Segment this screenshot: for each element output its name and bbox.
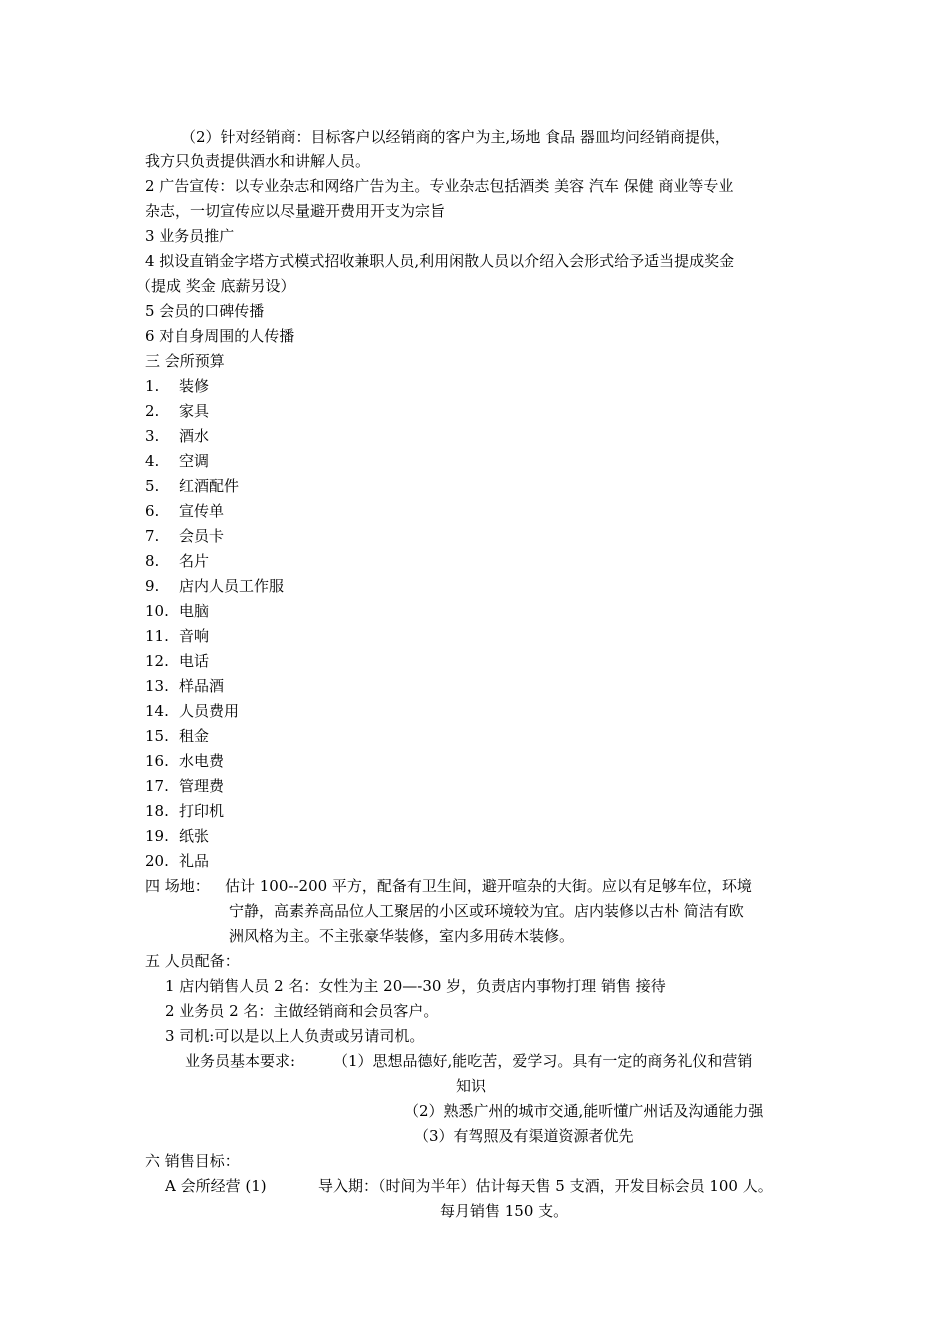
section-venue-label: 四 场地： <box>145 877 210 895</box>
list-number: 16. <box>145 752 169 770</box>
list-label: 会员卡 <box>179 527 225 545</box>
paragraph-direct-sales-line2: （提成 奖金 底薪另设） <box>136 277 296 295</box>
list-label: 宣传单 <box>179 502 225 520</box>
staffing-item-salesmen: 2 业务员 2 名：主做经销商和会员客户。 <box>165 1002 439 1020</box>
budget-list-item <box>145 749 224 773</box>
budget-list-item <box>145 399 209 423</box>
list-number: 4. <box>145 452 160 470</box>
list-number: 13. <box>145 677 169 695</box>
list-label: 打印机 <box>179 802 225 820</box>
budget-list-item <box>145 849 209 873</box>
paragraph-advertising-line1: 2 广告宣传：以专业杂志和网络广告为主。专业杂志包括酒类 美容 汽车 保健 商业等专业 <box>145 177 734 195</box>
list-number: 17. <box>145 777 169 795</box>
paragraph-personal-network: 6 对自身周围的人传播 <box>145 327 295 345</box>
paragraph-direct-sales-line1: 4 拟设直销金字塔方式模式招收兼职人员,利用闲散人员以介绍入会形式给予适当提成奖金 <box>145 252 735 270</box>
paragraph-advertising-line2: 杂志，一切宣传应以尽量避开费用开支为宗旨 <box>145 202 446 220</box>
budget-list-item <box>145 524 224 548</box>
list-number: 5. <box>145 477 160 495</box>
budget-list-item <box>145 774 224 798</box>
list-number: 9. <box>145 577 160 595</box>
list-number: 3. <box>145 427 160 445</box>
list-number: 10. <box>145 602 169 620</box>
budget-list-item <box>145 499 224 523</box>
list-number: 19. <box>145 827 169 845</box>
list-label: 样品酒 <box>179 677 225 695</box>
list-number: 11. <box>145 627 169 645</box>
list-number: 7. <box>145 527 160 545</box>
salesman-requirement-2: （2）熟悉广州的城市交通,能听懂广州话及沟通能力强 <box>404 1102 764 1120</box>
list-label: 电脑 <box>179 602 210 620</box>
budget-list-item <box>145 374 209 398</box>
budget-list-item <box>145 674 224 698</box>
list-label: 家具 <box>179 402 210 420</box>
budget-list-item <box>145 574 284 598</box>
salesman-requirements-label: 业务员基本要求: <box>185 1052 296 1070</box>
budget-list-item <box>145 599 209 623</box>
sales-target-a-line2: 每月销售 150 支。 <box>440 1202 569 1220</box>
list-label: 店内人员工作服 <box>179 577 285 595</box>
sales-target-a-line1: 导入期：（时间为半年）估计每天售 5 支酒，开发目标会员 100 人。 <box>318 1177 773 1195</box>
salesman-requirement-3: （3）有驾照及有渠道资源者优先 <box>414 1127 634 1145</box>
staffing-item-store-sales: 1 店内销售人员 2 名：女性为主 20—-30 岁，负责店内事物打理 销售 接待 <box>165 977 666 995</box>
list-label: 音响 <box>179 627 210 645</box>
salesman-requirement-1-line2: 知识 <box>456 1077 487 1095</box>
list-label: 名片 <box>179 552 210 570</box>
paragraph-distributor-line2: 我方只负责提供酒水和讲解人员。 <box>145 152 371 170</box>
list-number: 20. <box>145 852 169 870</box>
budget-list-item <box>145 799 224 823</box>
list-label: 人员费用 <box>179 702 240 720</box>
budget-list-item <box>145 649 209 673</box>
budget-list-item <box>145 549 209 573</box>
salesman-requirement-1-line1: （1）思想品德好,能吃苦，爱学习。具有一定的商务礼仪和营销 <box>333 1052 753 1070</box>
sales-target-a-label: A 会所经营 (1) <box>165 1177 267 1195</box>
paragraph-distributor-line1: （2）针对经销商：目标客户以经销商的客户为主,场地 食品 器皿均问经销商提供， <box>181 128 730 146</box>
list-number: 1. <box>145 377 160 395</box>
list-number: 8. <box>145 552 160 570</box>
list-label: 水电费 <box>179 752 225 770</box>
list-number: 18. <box>145 802 169 820</box>
section-sales-target-heading: 六 销售目标： <box>145 1152 240 1170</box>
list-label: 装修 <box>179 377 210 395</box>
list-label: 管理费 <box>179 777 225 795</box>
section-venue-line2: 宁静，高素养高品位人工聚居的小区或环境较为宜。店内装修以古朴 简洁有欧 <box>229 902 744 920</box>
list-label: 酒水 <box>179 427 210 445</box>
budget-list-item <box>145 699 239 723</box>
list-number: 12. <box>145 652 169 670</box>
list-label: 纸张 <box>179 827 210 845</box>
paragraph-salesman-promotion: 3 业务员推广 <box>145 227 235 245</box>
section-budget-heading: 三 会所预算 <box>145 352 225 370</box>
list-number: 2. <box>145 402 160 420</box>
budget-list-item <box>145 424 209 448</box>
staffing-item-driver: 3 司机:可以是以上人负责或另请司机。 <box>165 1027 425 1045</box>
budget-list-item <box>145 474 239 498</box>
list-label: 租金 <box>179 727 210 745</box>
section-venue-line3: 洲风格为主。不主张豪华装修，室内多用砖木装修。 <box>229 927 575 945</box>
paragraph-word-of-mouth: 5 会员的口碑传播 <box>145 302 265 320</box>
list-number: 6. <box>145 502 160 520</box>
list-number: 14. <box>145 702 169 720</box>
budget-list-item <box>145 449 209 473</box>
list-label: 红酒配件 <box>179 477 240 495</box>
budget-list-item <box>145 824 209 848</box>
list-number: 15. <box>145 727 169 745</box>
list-label: 电话 <box>179 652 210 670</box>
list-label: 礼品 <box>179 852 210 870</box>
budget-list-item <box>145 724 209 748</box>
section-staffing-heading: 五 人员配备： <box>145 952 240 970</box>
budget-list-item <box>145 624 209 648</box>
list-label: 空调 <box>179 452 210 470</box>
section-venue-line1: 估计 100--200 平方，配备有卫生间，避开喧杂的大街。应以有足够车位，环境 <box>225 877 752 895</box>
